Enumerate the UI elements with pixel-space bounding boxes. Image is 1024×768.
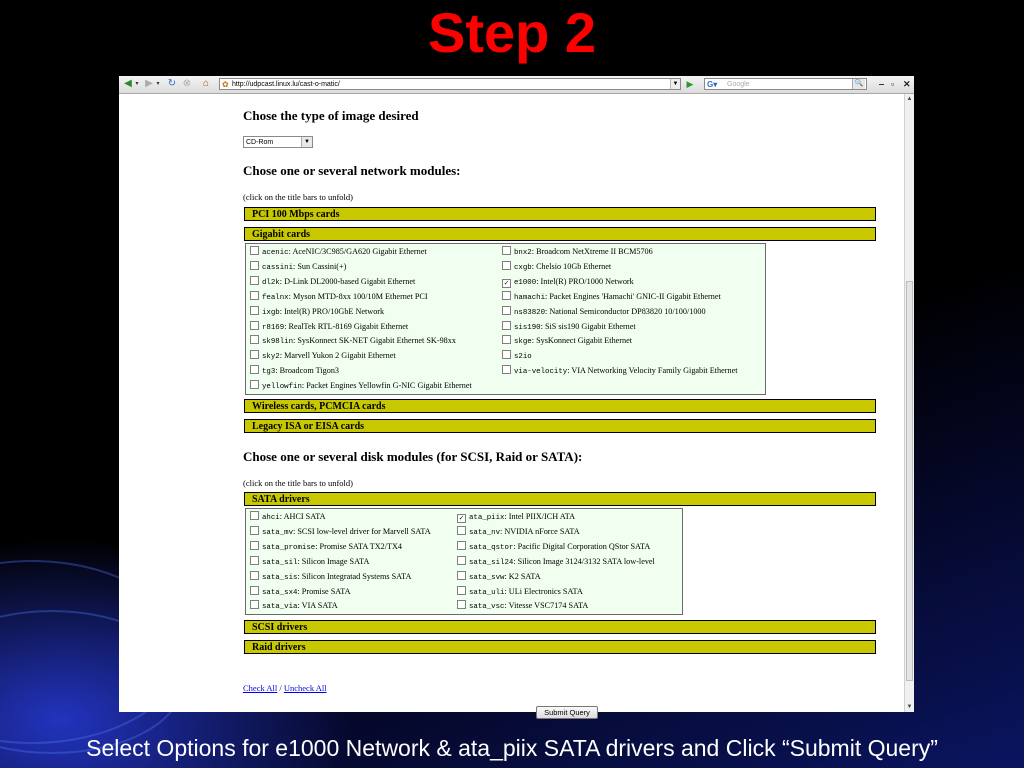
- search-icon[interactable]: 🔍: [852, 79, 865, 89]
- module-code: sata_nv: [469, 528, 501, 537]
- module-code: cxgb: [514, 263, 532, 272]
- restore-icon[interactable]: ▫: [891, 79, 895, 89]
- module-code: sata_via: [262, 603, 298, 612]
- module-description: : SysKonnect Gigabit Ethernet: [531, 336, 633, 346]
- module-description: : VIA SATA: [297, 601, 338, 611]
- checkbox[interactable]: [250, 571, 259, 580]
- module-description: : K2 SATA: [504, 571, 541, 581]
- checkbox[interactable]: [250, 321, 259, 330]
- checkbox-item-sata_nv[interactable]: [457, 525, 580, 539]
- image-type-select[interactable]: [243, 136, 313, 148]
- checkbox[interactable]: [250, 556, 259, 565]
- module-code: sata_sil: [262, 558, 298, 567]
- module-description: : SiS sis190 Gigabit Ethernet: [540, 321, 636, 331]
- module-description: : SCSI low-level driver for Marvell SATA: [293, 526, 431, 536]
- checkbox[interactable]: [457, 571, 466, 580]
- checkbox[interactable]: [502, 350, 511, 359]
- module-description: : Intel PIIX/ICH ATA: [504, 512, 576, 521]
- checkbox-item-skge[interactable]: [502, 334, 632, 348]
- module-description: : RealTek RTL-8169 Gigabit Ethernet: [284, 321, 409, 331]
- chevron-down-icon[interactable]: ▾: [156, 81, 160, 87]
- url-bar[interactable]: [219, 78, 681, 90]
- module-code: sata_qstor: [469, 543, 514, 552]
- module-code: ns83820: [514, 308, 546, 317]
- checkbox-item-ahci[interactable]: [250, 510, 326, 524]
- check-all-link[interactable]: Check All: [243, 683, 278, 693]
- scroll-down-icon[interactable]: ▼: [906, 704, 913, 710]
- checkbox-item-sis190[interactable]: [502, 320, 636, 334]
- section-bar-pci100[interactable]: PCI 100 Mbps cards: [244, 207, 876, 221]
- module-code: ixgb: [262, 308, 280, 317]
- module-code: e1000: [514, 278, 537, 287]
- module-description: : Myson MTD-8xx 100/10M Ethernet PCI: [288, 291, 428, 301]
- search-input[interactable]: [704, 78, 867, 90]
- module-description: : AHCI SATA: [279, 512, 326, 521]
- module-description: : Marvell Yukon 2 Gigabit Ethernet: [279, 351, 396, 361]
- checkbox[interactable]: [502, 306, 511, 315]
- module-code: s2io: [514, 353, 532, 362]
- checkbox[interactable]: [250, 586, 259, 595]
- module-description: : SysKonnect SK-NET Gigabit Ethernet SK-98xx: [293, 336, 456, 346]
- section-bar-legacy[interactable]: Legacy ISA or EISA cards: [244, 419, 876, 433]
- section-bar-gigabit[interactable]: Gigabit cards: [244, 227, 876, 241]
- checkbox-item-sky2[interactable]: [250, 349, 396, 363]
- module-code: skge: [514, 338, 532, 347]
- checkbox[interactable]: [250, 246, 259, 255]
- module-code: sata_mv: [262, 528, 294, 537]
- image-type-value: CD-Rom: [246, 139, 274, 146]
- module-description: : Promise SATA: [297, 586, 351, 596]
- checkbox-item-yellowfin[interactable]: [250, 379, 472, 393]
- module-description: : Broadcom NetXtreme II BCM5706: [531, 247, 653, 256]
- checkbox[interactable]: [250, 526, 259, 535]
- checkbox-item-sata_uli[interactable]: [457, 585, 583, 599]
- slide-caption: Select Options for e1000 Network & ata_piix SATA drivers and Click “Submit Query”: [86, 735, 938, 761]
- submit-query-button[interactable]: Submit Query: [536, 706, 598, 719]
- url-text: http://udpcast.linux.lu/cast-o-matic/: [232, 81, 340, 88]
- stop-icon[interactable]: ⊗: [182, 78, 192, 89]
- module-code: sata_uli: [469, 588, 505, 597]
- module-code: sis190: [514, 323, 541, 332]
- checkbox-item-sata_promise[interactable]: [250, 540, 402, 554]
- module-code: sata_sis: [262, 573, 298, 582]
- module-code: bnx2: [514, 249, 532, 257]
- checkbox-item-r8169[interactable]: [250, 320, 408, 334]
- checkbox-item-sata_sis[interactable]: [250, 570, 411, 584]
- module-description: : Pacific Digital Corporation QStor SATA: [513, 541, 651, 551]
- vertical-scrollbar[interactable]: [904, 94, 914, 712]
- chevron-down-icon[interactable]: ▾: [135, 81, 139, 87]
- network-note: (click on the title bars to unfold): [243, 192, 353, 202]
- module-description: : Intel(R) PRO/1000 Network: [536, 276, 634, 286]
- checkbox-item-hamachi[interactable]: [502, 290, 721, 304]
- checkbox[interactable]: [250, 541, 259, 550]
- checkbox[interactable]: [250, 350, 259, 359]
- module-code: yellowfin: [262, 383, 302, 392]
- search-placeholder: Google: [727, 81, 750, 88]
- checkbox[interactable]: ✓: [458, 514, 465, 522]
- checkbox[interactable]: [457, 600, 466, 609]
- checkbox-item-acenic[interactable]: [250, 245, 427, 259]
- back-icon[interactable]: ◀: [124, 78, 132, 89]
- checkbox[interactable]: [502, 261, 511, 270]
- checkbox[interactable]: [250, 261, 259, 270]
- checkbox-item-s2io[interactable]: [502, 349, 532, 363]
- checkbox-item-ixgb[interactable]: [250, 305, 384, 319]
- module-code: ahci: [262, 514, 280, 522]
- checkbox-item-tg3[interactable]: [250, 364, 339, 378]
- checkbox-item-e1000[interactable]: [502, 275, 634, 289]
- module-code: via-velocity: [514, 368, 568, 377]
- module-description: : ULi Electronics SATA: [504, 586, 583, 596]
- checkbox[interactable]: [250, 380, 259, 389]
- checkbox[interactable]: [457, 541, 466, 550]
- page-content: [119, 94, 904, 717]
- module-code: sata_sx4: [262, 588, 298, 597]
- checkbox[interactable]: [250, 365, 259, 374]
- module-description: : D-Link DL2000-based Gigabit Ethernet: [279, 276, 416, 286]
- checkbox[interactable]: [502, 365, 511, 374]
- module-code: sata_promise: [262, 543, 316, 552]
- browser-toolbar: [119, 76, 914, 94]
- scrollbar-thumb[interactable]: [906, 281, 913, 681]
- section-bar-raid[interactable]: Raid drivers: [244, 640, 876, 654]
- module-description: : AceNIC/3C985/GA620 Gigabit Ethernet: [288, 247, 427, 256]
- sata-panel: [245, 508, 683, 615]
- page-icon: ✿: [222, 80, 229, 89]
- checkbox-item-sata_svw[interactable]: [457, 570, 541, 584]
- module-code: fealnx: [262, 293, 289, 302]
- module-description: : Promise SATA TX2/TX4: [315, 541, 402, 551]
- checkbox[interactable]: [502, 321, 511, 330]
- browser-window: [119, 76, 914, 717]
- checkbox-item-cassini[interactable]: [250, 260, 346, 274]
- module-description: : Packet Engines 'Hamachi' GNIC-II Gigabit Ethernet: [545, 291, 721, 301]
- checkbox-item-sata_via[interactable]: [250, 599, 338, 613]
- checkbox-item-ns83820[interactable]: [502, 305, 706, 319]
- checkbox[interactable]: [502, 246, 511, 255]
- checkbox-item-sata_qstor[interactable]: [457, 540, 650, 554]
- module-description: : Silicon Image SATA: [297, 556, 370, 566]
- module-description: : VIA Networking Velocity Family Gigabit Ethernet: [567, 366, 738, 376]
- go-icon[interactable]: ▶: [686, 79, 694, 89]
- module-description: : Broadcom Tigon3: [275, 366, 340, 376]
- checkbox-item-bnx2[interactable]: [502, 245, 653, 259]
- module-code: sky2: [262, 353, 280, 362]
- module-code: hamachi: [514, 293, 546, 302]
- forward-icon[interactable]: ▶: [145, 78, 153, 89]
- section-bar-scsi[interactable]: SCSI drivers: [244, 620, 876, 634]
- checkbox-item-fealnx[interactable]: [250, 290, 428, 304]
- reload-icon[interactable]: ↻: [167, 78, 177, 89]
- section-bar-wireless[interactable]: Wireless cards, PCMCIA cards: [244, 399, 876, 413]
- disk-heading: Chose one or several disk modules (for SCSI, Raid or SATA):: [243, 449, 583, 464]
- image-type-heading: Chose the type of image desired: [243, 108, 419, 123]
- section-bar-sata[interactable]: SATA drivers: [244, 492, 876, 506]
- checkbox-item-sata_sx4[interactable]: [250, 585, 351, 599]
- checkbox-item-dl2k[interactable]: [250, 275, 415, 289]
- scroll-up-icon[interactable]: ▲: [906, 96, 913, 102]
- checkbox[interactable]: [502, 335, 511, 344]
- checkbox-item-sata_vsc[interactable]: [457, 599, 588, 613]
- module-description: : Packet Engines Yellowfin G-NIC Gigabit Ethernet: [301, 381, 472, 391]
- checkbox[interactable]: [250, 276, 259, 285]
- checkbox[interactable]: [250, 306, 259, 315]
- module-code: sata_vsc: [469, 603, 505, 612]
- uncheck-all-link[interactable]: Uncheck All: [283, 683, 327, 693]
- link-separator: /: [279, 683, 282, 693]
- checkbox[interactable]: [250, 600, 259, 609]
- chevron-down-icon[interactable]: ▼: [670, 79, 680, 89]
- module-description: : Chelsio 10Gb Ethernet: [531, 261, 612, 271]
- module-description: : NVIDIA nForce SATA: [500, 526, 580, 536]
- close-icon[interactable]: ✕: [903, 79, 911, 89]
- module-code: cassini: [262, 263, 294, 272]
- disk-note: (click on the title bars to unfold): [243, 478, 353, 488]
- checkbox[interactable]: [250, 511, 259, 520]
- module-description: : Sun Cassini(+): [293, 261, 347, 271]
- module-code: sk98lin: [262, 338, 294, 347]
- module-code: sata_sil24: [469, 558, 514, 567]
- chevron-down-icon[interactable]: ▼: [301, 137, 312, 147]
- module-code: dl2k: [262, 278, 280, 287]
- module-code: r8169: [262, 323, 285, 332]
- google-icon[interactable]: G▾: [707, 80, 718, 89]
- module-code: sata_svw: [469, 573, 505, 582]
- gigabit-panel: [245, 243, 766, 395]
- module-description: : Silicon Integratad Systems SATA: [297, 571, 412, 581]
- checkbox[interactable]: [502, 291, 511, 300]
- module-description: : National Semiconductor DP83820 10/100/1000: [545, 306, 706, 316]
- slide-title: Step 2: [427, 1, 597, 64]
- checkbox-item-sata_sil24[interactable]: [457, 555, 655, 569]
- module-code: ata_piix: [469, 514, 505, 522]
- module-code: acenic: [262, 249, 289, 257]
- checkbox[interactable]: [250, 335, 259, 344]
- checkbox-item-cxgb[interactable]: [502, 260, 611, 274]
- minimize-icon[interactable]: ‒: [879, 79, 885, 89]
- checkbox-item-sk98lin[interactable]: [250, 334, 456, 348]
- module-code: tg3: [262, 368, 276, 377]
- module-description: : Vitesse VSC7174 SATA: [504, 601, 589, 611]
- module-description: : Intel(R) PRO/10GbE Network: [279, 306, 385, 316]
- check-links: [243, 683, 327, 693]
- checkbox-item-sata_mv[interactable]: [250, 525, 431, 539]
- checkbox-item-sata_sil[interactable]: [250, 555, 369, 569]
- network-heading: Chose one or several network modules:: [243, 163, 461, 178]
- checkbox[interactable]: [457, 586, 466, 595]
- checkbox[interactable]: [457, 556, 466, 565]
- checkbox[interactable]: [250, 291, 259, 300]
- checkbox-item-via-velocity[interactable]: [502, 364, 737, 378]
- checkbox-item-ata_piix[interactable]: [457, 510, 575, 524]
- module-description: : Silicon Image 3124/3132 SATA low-level: [513, 556, 655, 566]
- checkbox[interactable]: ✓: [503, 278, 510, 287]
- checkbox[interactable]: [457, 526, 466, 535]
- home-icon[interactable]: ⌂: [202, 78, 210, 89]
